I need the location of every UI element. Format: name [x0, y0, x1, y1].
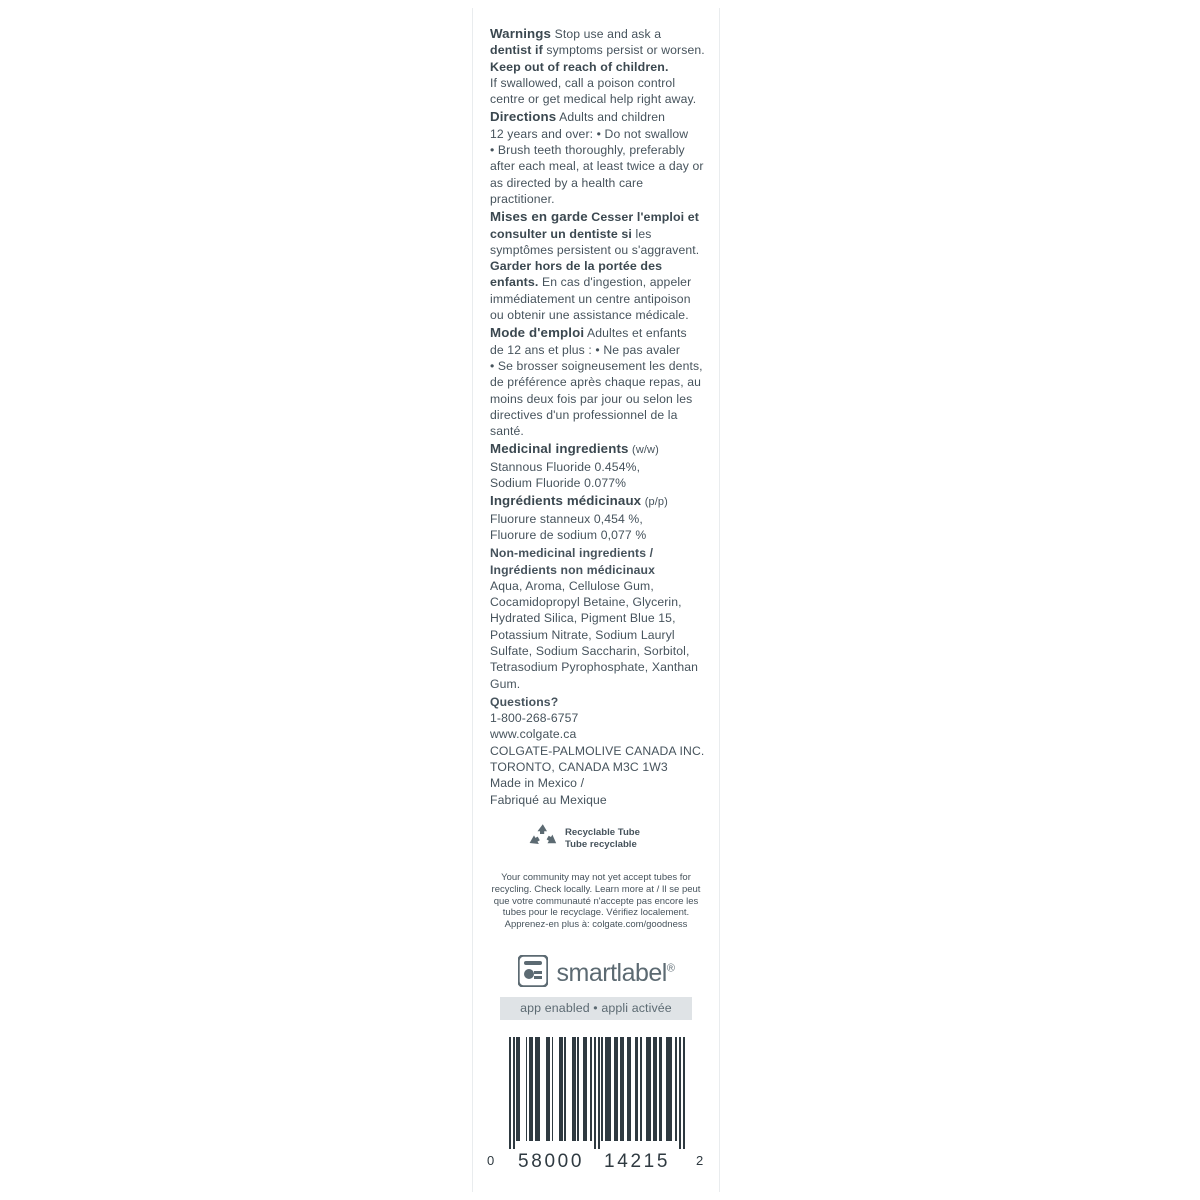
warnings-heading: Warnings [490, 26, 552, 41]
barcode [487, 1037, 707, 1177]
medicinal-ingredients-section [490, 441, 710, 491]
directions-fr-line-6: santé. [490, 424, 524, 439]
warnings-fr-line-6: ou obtenir une assistance médicale. [490, 308, 689, 323]
warnings-fr-line-1: les [635, 226, 652, 241]
warnings-fr-bold-4: enfants. [490, 275, 539, 290]
medicinal-line-1: Sodium Fluoride 0.077% [490, 476, 627, 491]
medicinal-heading-suffix: (w/w) [632, 444, 659, 457]
recycling-note-line-1: recycling. Check locally. Learn more at / Il se peut [491, 883, 701, 895]
directions-fr-section [490, 325, 710, 439]
questions-section [490, 694, 710, 808]
recycling-text-fr: Tube recyclable [565, 839, 637, 850]
barcode-left-digit: 0 [487, 1153, 495, 1168]
recycling-note-line-0: Your community may not yet accept tubes for [501, 872, 691, 883]
warnings-fr-heading: Mises en garde [490, 209, 588, 225]
directions-line-0: Adults and children [559, 110, 666, 125]
smartlabel-wordmark [557, 959, 675, 988]
website-url: www.colgate.ca [490, 727, 577, 742]
recycling-note-line-3: tubes pour le recyclage. Vérifiez localement. [502, 907, 690, 919]
barcode-digits [487, 1151, 707, 1173]
warnings-fr-section [490, 209, 710, 323]
directions-fr-line-3: de préférence après chaque repas, au [490, 375, 702, 390]
barcode-group2: 14215 [604, 1151, 671, 1172]
recycling-icon [528, 823, 558, 855]
recycling-note [484, 872, 708, 931]
origin-en: Made in Mexico / [490, 776, 585, 791]
directions-fr-line-0: Adultes et enfants [586, 326, 687, 341]
questions-heading: Questions? [490, 694, 559, 709]
warnings-fr-line-2: symptômes persistent ou s'aggravent. [490, 242, 700, 257]
directions-line-5: practitioner. [490, 191, 555, 206]
warnings-line-0: Stop use and ask a [554, 27, 662, 41]
warnings-bold-1: dentist if [490, 43, 543, 58]
warnings-section [490, 26, 710, 107]
directions-fr-heading: Mode d'emploi [490, 325, 585, 341]
smartlabel-word: smartlabel [556, 959, 667, 987]
recycling-text [565, 827, 640, 850]
directions-line-2: • Brush teeth thoroughly, preferably [490, 143, 685, 158]
non-medicinal-line-1: Cocamidopropyl Betaine, Glycerin, [490, 595, 682, 610]
recycling-block [528, 823, 640, 855]
directions-fr-line-2: • Se brosser soigneusement les dents, [490, 358, 703, 373]
smartlabel-icon [518, 955, 548, 992]
package-right-edge [719, 8, 720, 1192]
non-medicinal-ingredients-section [490, 545, 710, 692]
directions-heading: Directions [490, 109, 557, 125]
directions-fr-line-4: moins deux fois par jour ou selon les [490, 391, 693, 406]
barcode-group1: 58000 [518, 1151, 585, 1172]
company-address: TORONTO, CANADA M3C 1W3 [490, 760, 668, 775]
recycling-text-en: Recyclable Tube [565, 827, 641, 839]
non-medicinal-line-0: Aqua, Aroma, Cellulose Gum, [490, 578, 654, 593]
label-text-panel [490, 26, 710, 810]
medicinal-line-0: Stannous Fluoride 0.454%, [490, 459, 641, 474]
non-medicinal-line-3: Potassium Nitrate, Sodium Lauryl [490, 627, 675, 642]
medicinal-ingredients-fr-section [490, 493, 710, 543]
recycling-note-line-2: que votre communauté n'accepte pas encore les [493, 895, 699, 907]
directions-line-4: as directed by a health care [490, 175, 644, 190]
medicinal-fr-heading: Ingrédients médicinaux [490, 493, 642, 509]
smartlabel-app-bar: app enabled • appli activée [500, 997, 692, 1020]
directions-line-3: after each meal, at least twice a day or [490, 159, 704, 174]
directions-section [490, 109, 710, 207]
directions-fr-line-5: directives d'un professionnel de la [490, 407, 678, 422]
non-medicinal-line-5: Tetrasodium Pyrophosphate, Xanthan [490, 660, 699, 675]
medicinal-fr-heading-suffix: (p/p) [644, 496, 668, 509]
non-medicinal-line-4: Sulfate, Sodium Saccharin, Sorbitol, [490, 643, 690, 658]
company-name: COLGATE-PALMOLIVE CANADA INC. [490, 743, 705, 758]
smartlabel-registered: ® [666, 962, 675, 975]
warnings-bold-2: Keep out of reach of children. [490, 59, 669, 74]
directions-fr-line-1: de 12 ans et plus : • Ne pas avaler [490, 342, 681, 357]
warnings-fr-line-5: immédiatement un centre antipoison [490, 291, 691, 306]
barcode-right-digit: 2 [696, 1153, 704, 1168]
warnings-fr-bold-1: consulter un dentiste si [490, 226, 633, 241]
medicinal-heading: Medicinal ingredients [490, 441, 629, 457]
directions-line-1: 12 years and over: • Do not swallow [490, 126, 689, 141]
non-medicinal-heading-line1: Non-medicinal ingredients / [490, 546, 654, 561]
package-left-edge [472, 8, 473, 1192]
warnings-line-1: symptoms persist or worsen. [546, 43, 705, 58]
medicinal-fr-line-1: Fluorure de sodium 0,077 % [490, 527, 647, 542]
warnings-fr-line-0: Cesser l'emploi et [591, 210, 700, 225]
warnings-fr-line-4: En cas d'ingestion, appeler [542, 275, 692, 290]
warnings-fr-bold-3: Garder hors de la portée des [490, 259, 663, 274]
barcode-bars [509, 1037, 685, 1149]
warnings-line-3: If swallowed, call a poison control [490, 75, 676, 90]
non-medicinal-heading-line2: Ingrédients non médicinaux [490, 562, 656, 577]
smartlabel-block [500, 955, 692, 1020]
recycling-note-line-4: Apprenez-en plus à: colgate.com/goodness [504, 919, 688, 931]
phone-number: 1-800-268-6757 [490, 711, 579, 726]
warnings-line-4: centre or get medical help right away. [490, 92, 697, 107]
medicinal-fr-line-0: Fluorure stanneux 0,454 %, [490, 511, 643, 526]
origin-fr: Fabriqué au Mexique [490, 792, 607, 807]
non-medicinal-line-6: Gum. [490, 676, 521, 691]
non-medicinal-line-2: Hydrated Silica, Pigment Blue 15, [490, 611, 676, 626]
